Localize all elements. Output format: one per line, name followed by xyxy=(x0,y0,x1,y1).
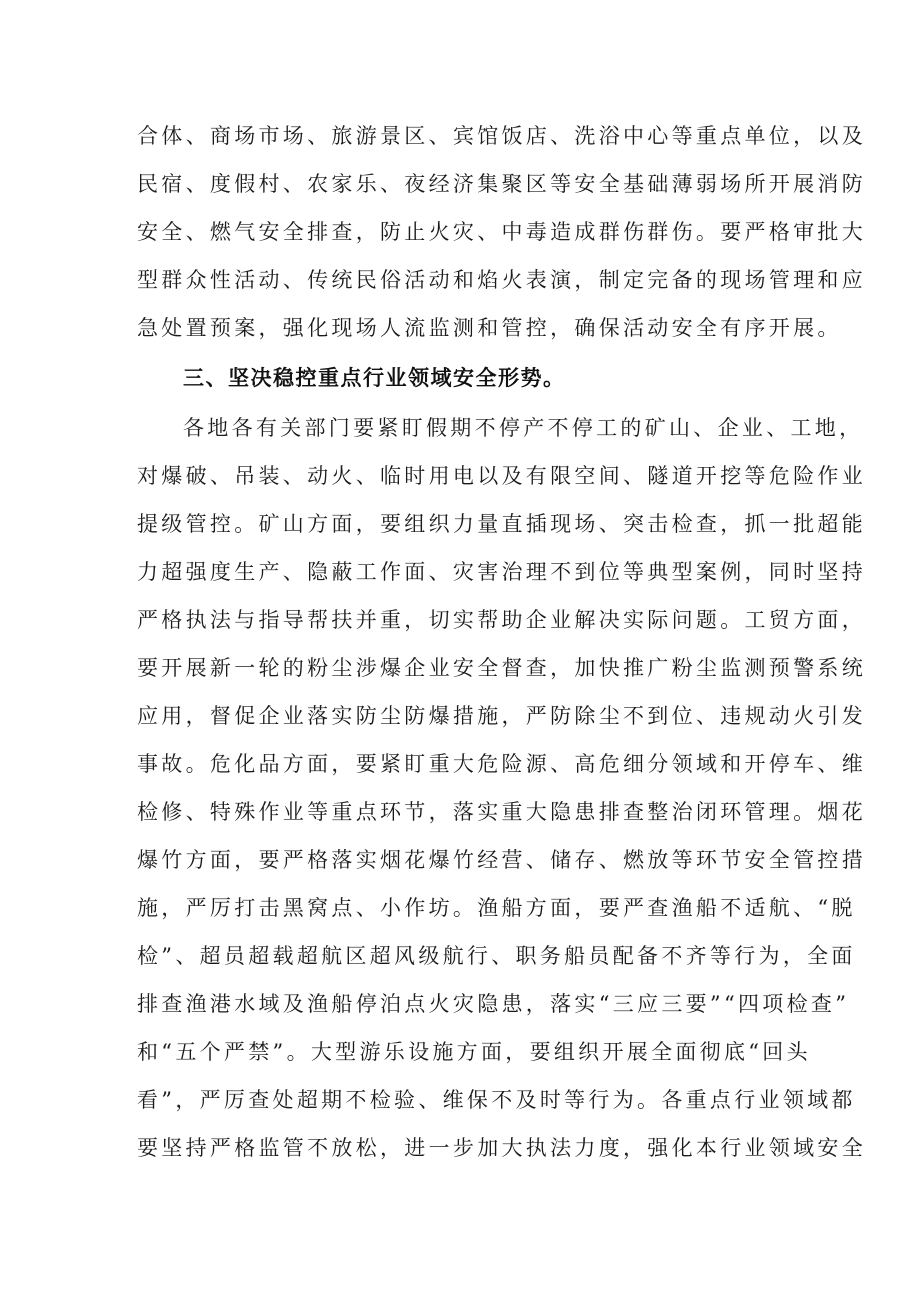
paragraph-line: 要坚持严格监管不放松，进一步加大执法力度，强化本行业领域安全 xyxy=(137,1136,866,1160)
paragraph-line: 急处置预案，强化现场人流监测和管控，确保活动安全有序开展。 xyxy=(137,316,842,340)
paragraph-line: 严格执法与指导帮扶并重，切实帮助企业解决实际问题。工贸方面， xyxy=(137,608,866,632)
paragraph-line: 爆竹方面，要严格落实烟花爆竹经营、储存、燃放等环节安全管控措 xyxy=(137,848,866,872)
paragraph-line: 看”，严厉查处超期不检验、维保不及时等行为。各重点行业领域都 xyxy=(137,1088,856,1112)
paragraph-line: 施，严厉打击黑窝点、小作坊。渔船方面，要严查渔船不适航、“脱 xyxy=(137,896,856,920)
section-heading: 三、坚决稳控重点行业领域安全形势。 xyxy=(183,366,566,390)
paragraph-line: 各地各有关部门要紧盯假期不停产不停工的矿山、企业、工地， xyxy=(183,416,864,440)
paragraph-line: 力超强度生产、隐蔽工作面、灾害治理不到位等典型案例，同时坚持 xyxy=(137,560,866,584)
paragraph-line: 检修、特殊作业等重点环节，落实重大隐患排查整治闭环管理。烟花 xyxy=(137,800,866,824)
paragraph-line: 安全、燃气安全排查，防止火灾、中毒造成群伤群伤。要严格审批大 xyxy=(137,220,866,244)
paragraph-line: 民宿、度假村、农家乐、夜经济集聚区等安全基础薄弱场所开展消防 xyxy=(137,172,866,196)
paragraph-line: 对爆破、吊装、动火、临时用电以及有限空间、隧道开挖等危险作业 xyxy=(137,464,866,488)
paragraph-line: 合体、商场市场、旅游景区、宾馆饭店、洗浴中心等重点单位，以及 xyxy=(137,124,866,148)
paragraph-line: 检”、超员超载超航区超风级航行、职务船员配备不齐等行为，全面 xyxy=(137,944,856,968)
paragraph-line: 型群众性活动、传统民俗活动和焰火表演，制定完备的现场管理和应 xyxy=(137,268,866,292)
paragraph-line: 应用，督促企业落实防尘防爆措施，严防除尘不到位、违规动火引发 xyxy=(137,704,866,728)
paragraph-line: 排查渔港水域及渔船停泊点火灾隐患，落实“三应三要”“四项检查” xyxy=(137,992,850,1016)
paragraph-line: 要开展新一轮的粉尘涉爆企业安全督查，加快推广粉尘监测预警系统 xyxy=(137,656,866,680)
paragraph-line: 事故。危化品方面，要紧盯重大危险源、高危细分领域和开停车、维 xyxy=(137,752,866,776)
paragraph-line: 提级管控。矿山方面，要组织力量直插现场、突击检查，抓一批超能 xyxy=(137,512,866,536)
paragraph-line: 和“五个严禁”。大型游乐设施方面，要组织开展全面彻底“回头 xyxy=(137,1040,811,1064)
document-body xyxy=(137,0,866,1301)
